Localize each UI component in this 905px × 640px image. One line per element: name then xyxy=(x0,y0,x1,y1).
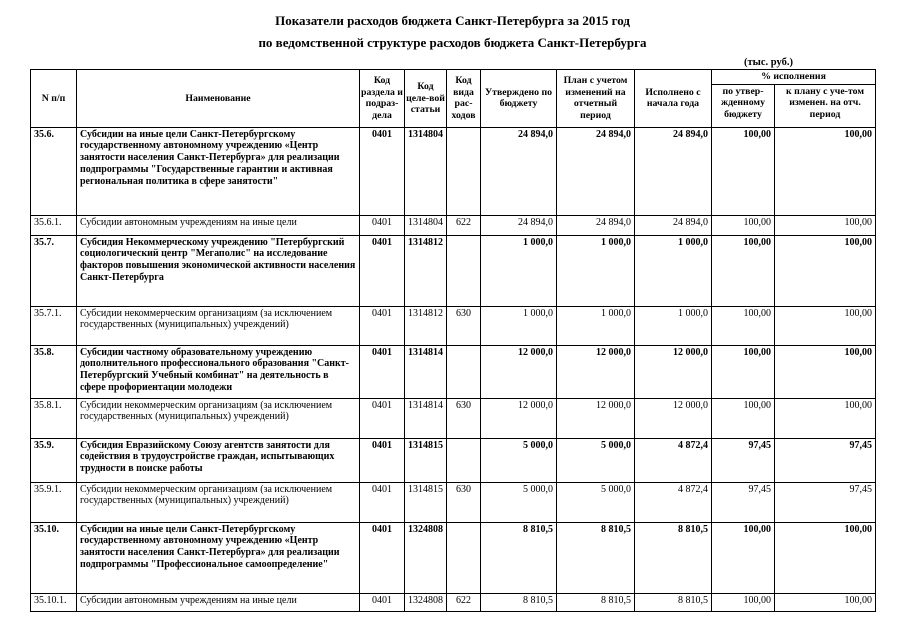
row-razdel-code: 0401 xyxy=(360,438,405,482)
row-name: Субсидии некоммерческим организациям (за исключением государственных (муниципальных) учреждений) xyxy=(77,398,360,438)
row-stat-code: 1314814 xyxy=(405,345,447,398)
row-pct-budget: 100,00 xyxy=(712,345,775,398)
row-number: 35.6. xyxy=(31,127,77,215)
report-subtitle: по ведомственной структуре расходов бюджета Санкт-Петербурга xyxy=(258,35,647,50)
row-razdel-code: 0401 xyxy=(360,127,405,215)
row-executed: 24 894,0 xyxy=(635,215,712,235)
row-approved: 24 894,0 xyxy=(481,127,557,215)
row-name: Субсидии на иные цели Санкт-Петербургскому государственному автономному учреждению «Центр занятости населения Санкт-Петербурга» для реализации подпрограммы "Государственные гарантии и активная региональная политика в сфере занятости" xyxy=(77,127,360,215)
row-stat-code: 1314815 xyxy=(405,482,447,522)
row-plan: 5 000,0 xyxy=(557,438,635,482)
row-name: Субсидии частному образовательному учреждению дополнительного профессионального образования "Санкт-Петербургский Учебный комбинат" на деятельность в сфере профориентации молодежи xyxy=(77,345,360,398)
row-pct-plan: 100,00 xyxy=(775,398,876,438)
row-plan: 24 894,0 xyxy=(557,215,635,235)
row-vid-code xyxy=(447,345,481,398)
row-executed: 4 872,4 xyxy=(635,438,712,482)
row-approved: 24 894,0 xyxy=(481,215,557,235)
row-vid-code: 630 xyxy=(447,482,481,522)
row-vid-code xyxy=(447,235,481,306)
header-executed: Исполнено с начала года xyxy=(635,70,712,128)
row-plan: 12 000,0 xyxy=(557,398,635,438)
row-number: 35.10.1. xyxy=(31,593,77,611)
row-approved: 12 000,0 xyxy=(481,345,557,398)
row-name: Субсидия Некоммерческому учреждению "Петербургский социологический центр "Мегаполис" на исследование факторов повышения экономической активности населения Санкт-Петербурга xyxy=(77,235,360,306)
row-razdel-code: 0401 xyxy=(360,306,405,345)
row-name: Субсидии некоммерческим организациям (за исключением государственных (муниципальных) учреждений) xyxy=(77,482,360,522)
row-vid-code: 630 xyxy=(447,306,481,345)
row-vid-code xyxy=(447,438,481,482)
row-plan: 8 810,5 xyxy=(557,593,635,611)
table-row xyxy=(31,438,876,482)
row-name: Субсидии на иные цели Санкт-Петербургскому государственному автономному учреждению «Центр занятости населения Санкт-Петербурга» для реализации подпрограммы "Профессиональное самоопределение" xyxy=(77,522,360,593)
row-razdel-code: 0401 xyxy=(360,398,405,438)
row-number: 35.7.1. xyxy=(31,306,77,345)
row-approved: 8 810,5 xyxy=(481,593,557,611)
row-number: 35.8. xyxy=(31,345,77,398)
row-pct-plan: 100,00 xyxy=(775,593,876,611)
row-pct-plan: 100,00 xyxy=(775,127,876,215)
row-name: Субсидии автономным учреждениям на иные цели xyxy=(77,215,360,235)
row-plan: 8 810,5 xyxy=(557,522,635,593)
row-approved: 8 810,5 xyxy=(481,522,557,593)
header-stat: Код целе-вой статьи xyxy=(405,70,447,128)
row-name: Субсидии некоммерческим организациям (за исключением государственных (муниципальных) учреждений) xyxy=(77,306,360,345)
header-razdel: Код раздела и подраз-дела xyxy=(360,70,405,128)
row-stat-code: 1324808 xyxy=(405,593,447,611)
row-pct-budget: 97,45 xyxy=(712,482,775,522)
table-row xyxy=(31,398,876,438)
row-stat-code: 1324808 xyxy=(405,522,447,593)
row-pct-budget: 97,45 xyxy=(712,438,775,482)
row-executed: 8 810,5 xyxy=(635,522,712,593)
units-label: (тыс. руб.) xyxy=(744,57,793,68)
row-pct-plan: 100,00 xyxy=(775,522,876,593)
table-row xyxy=(31,215,876,235)
row-plan: 12 000,0 xyxy=(557,345,635,398)
header-plan: План с учетом изменений на отчетный период xyxy=(557,70,635,128)
row-vid-code: 622 xyxy=(447,215,481,235)
row-executed: 8 810,5 xyxy=(635,593,712,611)
row-number: 35.6.1. xyxy=(31,215,77,235)
row-razdel-code: 0401 xyxy=(360,345,405,398)
row-approved: 1 000,0 xyxy=(481,306,557,345)
row-pct-plan: 97,45 xyxy=(775,438,876,482)
row-pct-plan: 100,00 xyxy=(775,345,876,398)
header-vid: Код вида рас-ходов xyxy=(447,70,481,128)
table-row xyxy=(31,345,876,398)
row-pct-plan: 100,00 xyxy=(775,306,876,345)
row-approved: 5 000,0 xyxy=(481,438,557,482)
row-vid-code xyxy=(447,522,481,593)
row-razdel-code: 0401 xyxy=(360,235,405,306)
row-razdel-code: 0401 xyxy=(360,522,405,593)
header-pct: % исполнения xyxy=(712,70,876,85)
row-executed: 4 872,4 xyxy=(635,482,712,522)
row-pct-budget: 100,00 xyxy=(712,593,775,611)
row-executed: 12 000,0 xyxy=(635,398,712,438)
row-stat-code: 1314812 xyxy=(405,306,447,345)
header-approved: Утверждено по бюджету xyxy=(481,70,557,128)
row-pct-budget: 100,00 xyxy=(712,215,775,235)
row-plan: 1 000,0 xyxy=(557,235,635,306)
row-executed: 1 000,0 xyxy=(635,235,712,306)
row-plan: 1 000,0 xyxy=(557,306,635,345)
row-pct-budget: 100,00 xyxy=(712,306,775,345)
table-row xyxy=(31,482,876,522)
row-stat-code: 1314804 xyxy=(405,215,447,235)
report-title: Показатели расходов бюджета Санкт-Петербурга за 2015 год xyxy=(275,13,630,28)
row-approved: 5 000,0 xyxy=(481,482,557,522)
table-row xyxy=(31,235,876,306)
row-vid-code: 622 xyxy=(447,593,481,611)
row-stat-code: 1314815 xyxy=(405,438,447,482)
row-number: 35.10. xyxy=(31,522,77,593)
header-num: N п/п xyxy=(31,70,77,128)
header-pct-plan: к плану с уче-том изменен. на отч. период xyxy=(775,84,876,127)
row-plan: 5 000,0 xyxy=(557,482,635,522)
table-row xyxy=(31,522,876,593)
row-razdel-code: 0401 xyxy=(360,593,405,611)
row-plan: 24 894,0 xyxy=(557,127,635,215)
table-row xyxy=(31,127,876,215)
header-pct-budget: по утвер-жденному бюджету xyxy=(712,84,775,127)
table-row xyxy=(31,593,876,611)
row-stat-code: 1314812 xyxy=(405,235,447,306)
row-name: Субсидии автономным учреждениям на иные цели xyxy=(77,593,360,611)
row-vid-code xyxy=(447,127,481,215)
row-pct-plan: 97,45 xyxy=(775,482,876,522)
row-pct-plan: 100,00 xyxy=(775,215,876,235)
row-name: Субсидия Евразийскому Союзу агентств занятости для содействия в трудоустройстве граждан, испытывающих трудности в поиске работы xyxy=(77,438,360,482)
row-number: 35.8.1. xyxy=(31,398,77,438)
row-pct-budget: 100,00 xyxy=(712,522,775,593)
row-executed: 12 000,0 xyxy=(635,345,712,398)
row-pct-budget: 100,00 xyxy=(712,127,775,215)
row-pct-budget: 100,00 xyxy=(712,235,775,306)
header-name: Наименование xyxy=(77,70,360,128)
row-approved: 12 000,0 xyxy=(481,398,557,438)
budget-table xyxy=(30,69,876,612)
table-row xyxy=(31,306,876,345)
row-number: 35.9.1. xyxy=(31,482,77,522)
row-number: 35.9. xyxy=(31,438,77,482)
row-vid-code: 630 xyxy=(447,398,481,438)
row-number: 35.7. xyxy=(31,235,77,306)
row-pct-plan: 100,00 xyxy=(775,235,876,306)
row-razdel-code: 0401 xyxy=(360,482,405,522)
row-stat-code: 1314814 xyxy=(405,398,447,438)
row-executed: 24 894,0 xyxy=(635,127,712,215)
row-pct-budget: 100,00 xyxy=(712,398,775,438)
row-razdel-code: 0401 xyxy=(360,215,405,235)
row-stat-code: 1314804 xyxy=(405,127,447,215)
row-approved: 1 000,0 xyxy=(481,235,557,306)
row-executed: 1 000,0 xyxy=(635,306,712,345)
